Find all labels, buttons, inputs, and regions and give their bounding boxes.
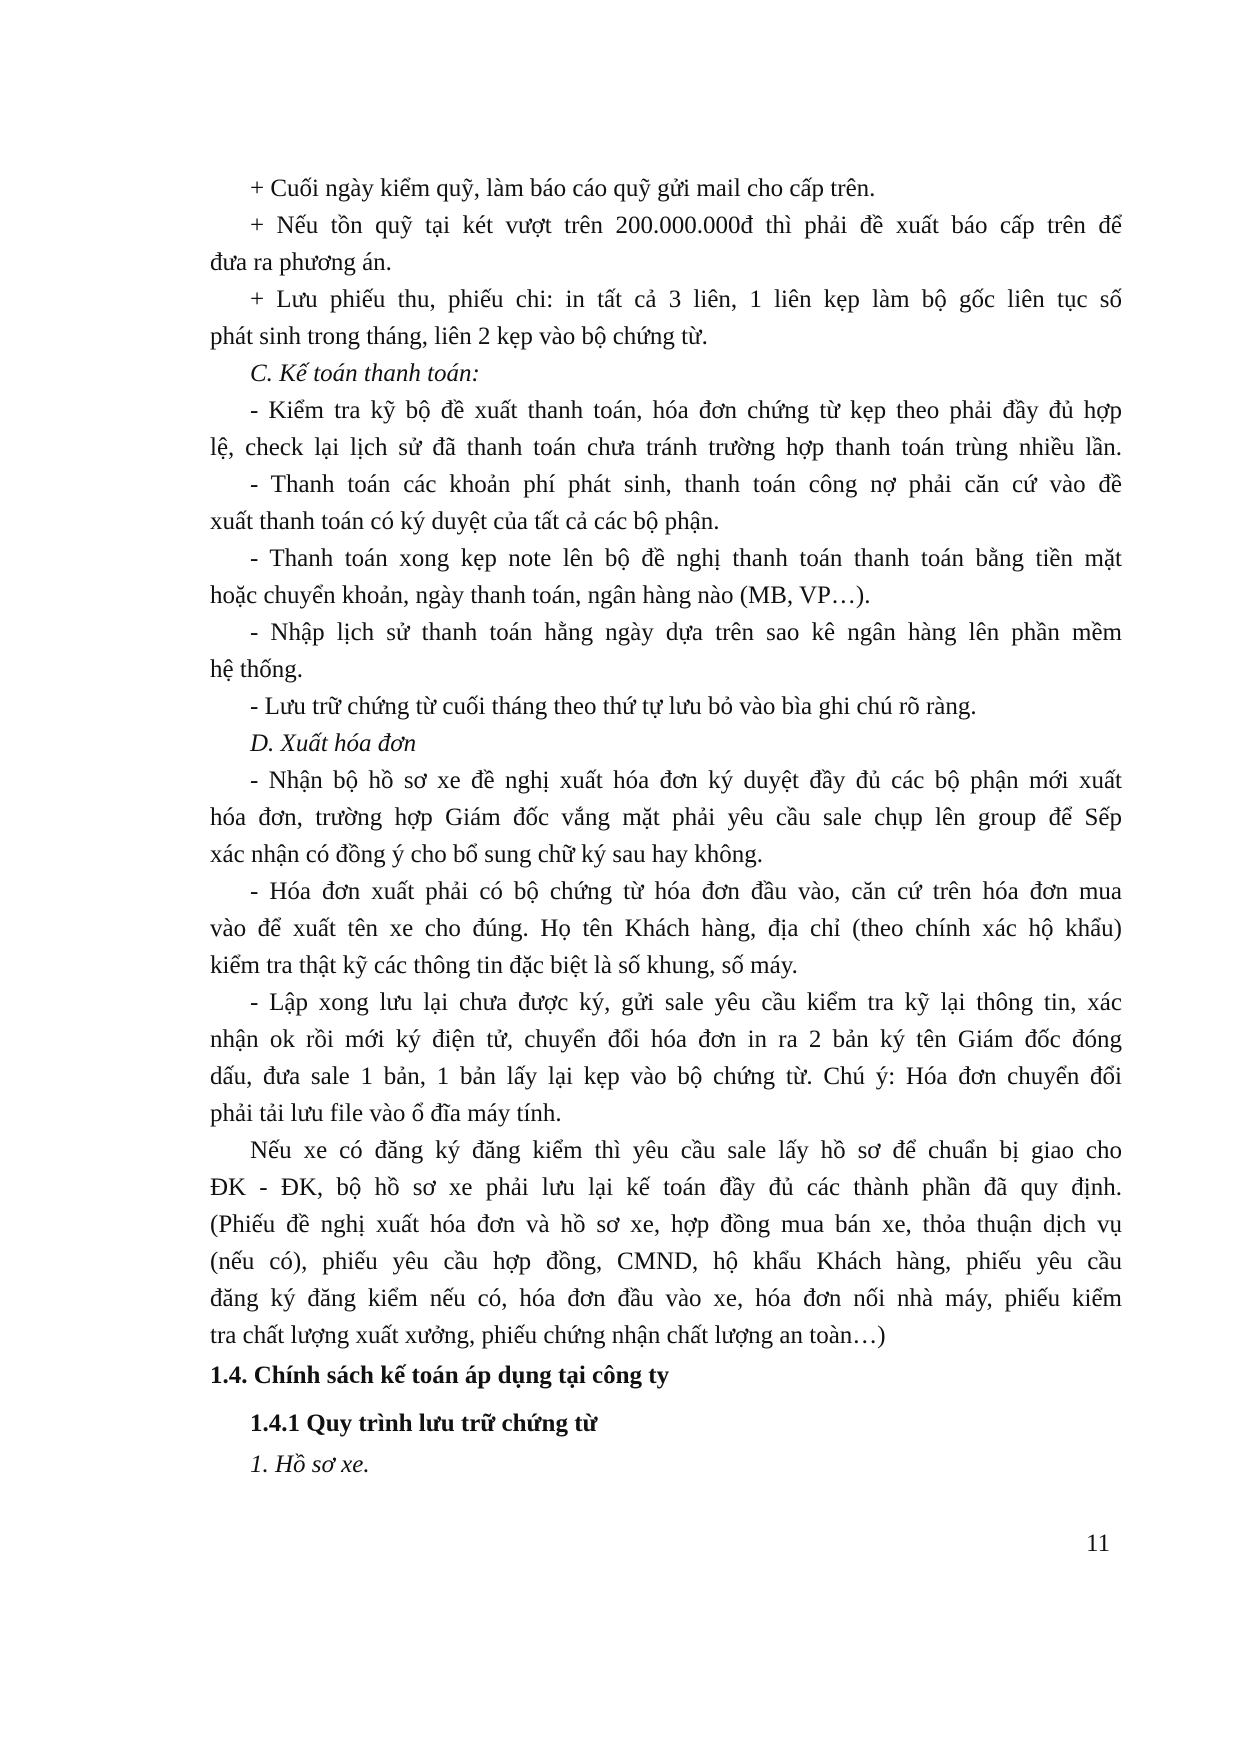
text-line: ĐK - ĐK, bộ hồ sơ xe phải lưu lại kế toán đầy đủ các thành phần đã quy định. — [210, 1174, 1122, 1201]
text-line: - Thanh toán các khoản phí phát sinh, thanh toán công nợ phải căn cứ vào đề — [250, 471, 1122, 498]
text-line: - Lập xong lưu lại chưa được ký, gửi sale yêu cầu kiểm tra kỹ lại thông tin, xác — [250, 989, 1122, 1016]
text-line: hệ thống. — [210, 656, 304, 683]
text-line: - Nhập lịch sử thanh toán hằng ngày dựa trên sao kê ngân hàng lên phần mềm — [250, 619, 1122, 646]
text-line: hóa đơn, trường hợp Giám đốc vắng mặt phải yêu cầu sale chụp lên group để Sếp — [210, 804, 1122, 831]
text-line: + Cuối ngày kiểm quỹ, làm báo cáo quỹ gửi mail cho cấp trên. — [250, 175, 876, 202]
text-line: - Nhận bộ hồ sơ xe đề nghị xuất hóa đơn ký duyệt đầy đủ các bộ phận mới xuất — [250, 767, 1122, 794]
text-line: + Lưu phiếu thu, phiếu chi: in tất cả 3 liên, 1 liên kẹp làm bộ gốc liên tục số — [250, 286, 1122, 313]
text-line: tra chất lượng xuất xưởng, phiếu chứng nhận chất lượng an toàn…) — [210, 1322, 886, 1349]
text-line: vào để xuất tên xe cho đúng. Họ tên Khách hàng, địa chỉ (theo chính xác hộ khẩu) — [210, 915, 1122, 942]
text-line: hoặc chuyển khoản, ngày thanh toán, ngân hàng nào (MB, VP…). — [210, 582, 871, 609]
text-line: đăng ký đăng kiểm nếu có, hóa đơn đầu vào xe, hóa đơn nối nhà máy, phiếu kiểm — [210, 1285, 1122, 1312]
text-line: - Hóa đơn xuất phải có bộ chứng từ hóa đơn đầu vào, căn cứ trên hóa đơn mua — [250, 878, 1122, 905]
page-number: 11 — [1086, 1530, 1111, 1557]
text-line: C. Kế toán thanh toán: — [250, 360, 480, 387]
text-line: Nếu xe có đăng ký đăng kiểm thì yêu cầu sale lấy hồ sơ để chuẩn bị giao cho — [250, 1137, 1122, 1164]
text-line: phát sinh trong tháng, liên 2 kẹp vào bộ chứng từ. — [210, 323, 708, 350]
text-line: nhận ok rồi mới ký điện tử, chuyển đổi hóa đơn in ra 2 bản ký tên Giám đốc đóng — [210, 1026, 1122, 1053]
text-line: - Kiểm tra kỹ bộ đề xuất thanh toán, hóa đơn chứng từ kẹp theo phải đầy đủ hợp — [250, 397, 1122, 424]
text-line: D. Xuất hóa đơn — [250, 730, 417, 757]
text-line: + Nếu tồn quỹ tại két vượt trên 200.000.000đ thì phải đề xuất báo cấp trên để — [250, 212, 1122, 239]
document-page — [210, 170, 1122, 1483]
text-line: lệ, check lại lịch sử đã thanh toán chưa tránh trường hợp thanh toán trùng nhiều lần. — [210, 434, 1122, 461]
text-line: xuất thanh toán có ký duyệt của tất cả các bộ phận. — [210, 508, 720, 535]
text-line: xác nhận có đồng ý cho bổ sung chữ ký sau hay không. — [210, 841, 764, 868]
text-line: (Phiếu đề nghị xuất hóa đơn và hồ sơ xe, hợp đồng mua bán xe, thỏa thuận dịch vụ — [210, 1211, 1122, 1238]
body-text — [210, 170, 1122, 1354]
text-line: phải tải lưu file vào ổ đĩa máy tính. — [210, 1100, 562, 1127]
text-line: dấu, đưa sale 1 bản, 1 bản lấy lại kẹp vào bộ chứng từ. Chú ý: Hóa đơn chuyển đổi — [210, 1063, 1122, 1090]
text-line: - Thanh toán xong kẹp note lên bộ đề nghị thanh toán thanh toán bằng tiền mặt — [250, 545, 1122, 572]
item-heading: 1. Hồ sơ xe. — [250, 1451, 370, 1478]
text-line: - Lưu trữ chứng từ cuối tháng theo thứ tự lưu bỏ vào bìa ghi chú rõ ràng. — [250, 693, 977, 720]
section-heading: 1.4. Chính sách kế toán áp dụng tại công ty — [210, 1362, 670, 1389]
subsection-heading: 1.4.1 Quy trình lưu trữ chứng từ — [250, 1410, 598, 1437]
text-line: đưa ra phương án. — [210, 249, 392, 276]
text-line: (nếu có), phiếu yêu cầu hợp đồng, CMND, hộ khẩu Khách hàng, phiếu yêu cầu — [210, 1248, 1122, 1275]
text-line: kiểm tra thật kỹ các thông tin đặc biệt là số khung, số máy. — [210, 952, 798, 979]
